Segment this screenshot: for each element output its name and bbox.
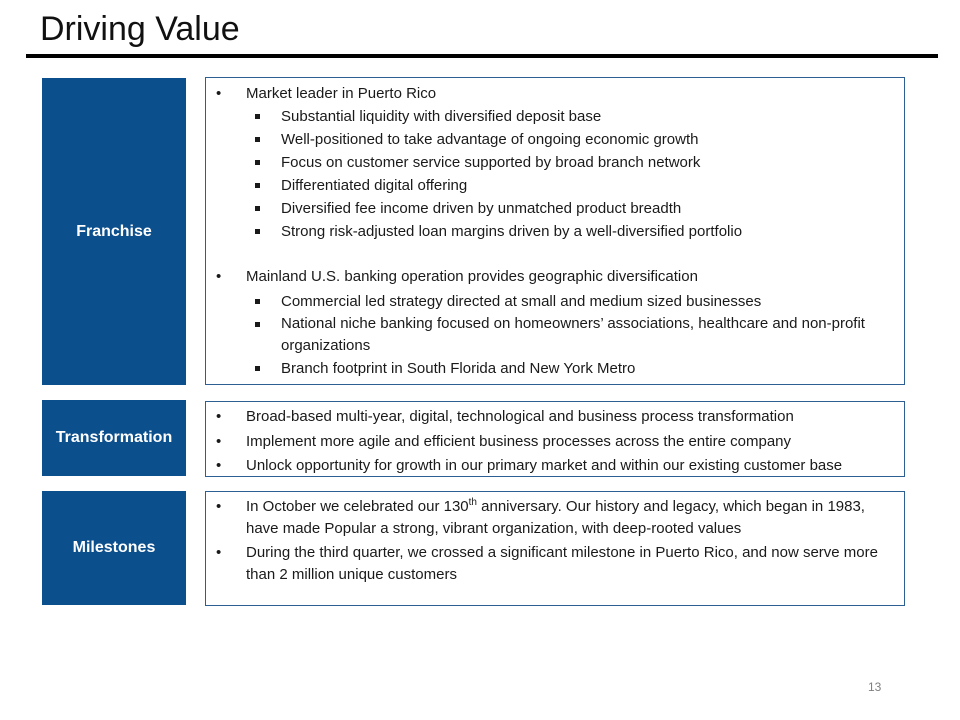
- list-item: [206, 84, 904, 104]
- square-bullet-icon: [255, 160, 260, 165]
- ordinal-superscript: th: [468, 497, 477, 508]
- bullet-text: Differentiated digital offering: [281, 177, 468, 194]
- list-item: [206, 151, 904, 174]
- list-item: [206, 430, 904, 455]
- list-item: [206, 496, 904, 540]
- bullet-text: During the third quarter, we crossed a significant milestone in Puerto Rico, and now serve more than 2 million unique customers: [246, 544, 878, 583]
- bullet-dot-icon: •: [216, 268, 222, 285]
- bullet-text: Well-positioned to take advantage of ongoing economic growth: [281, 131, 699, 148]
- square-bullet-icon: [255, 299, 260, 304]
- list-item: [206, 105, 904, 128]
- franchise-content-box: [205, 77, 905, 385]
- list-item: [206, 174, 904, 197]
- square-bullet-icon: [255, 183, 260, 188]
- bullet-text: Strong risk-adjusted loan margins driven by a well-diversified portfolio: [281, 223, 743, 240]
- transformation-content-box: [205, 401, 905, 477]
- milestones-label: Milestones: [72, 539, 156, 556]
- list-item: [206, 128, 904, 151]
- list-item: [206, 454, 904, 479]
- slide-title: Driving Value: [40, 10, 240, 48]
- title-divider: [26, 54, 938, 58]
- spacer: [206, 243, 904, 267]
- list-item: [206, 405, 904, 430]
- transformation-label-box: [42, 400, 186, 476]
- page-number: 13: [868, 680, 882, 694]
- bullet-text: Unlock opportunity for growth in our primary market and within our existing customer base: [246, 457, 843, 474]
- bullet-dot-icon: •: [216, 85, 222, 102]
- list-item: [206, 267, 904, 287]
- bullet-text: National niche banking focused on homeowners’ associations, healthcare and non-profit organizations: [281, 315, 865, 354]
- milestones-bullet-list: [206, 496, 904, 586]
- list-item: [206, 290, 904, 313]
- milestones-label-box: [42, 491, 186, 605]
- bullet-dot-icon: •: [216, 432, 222, 450]
- transformation-bullet-list: [206, 405, 904, 479]
- list-item: [206, 220, 904, 243]
- bullet-text: Implement more agile and efficient business processes across the entire company: [246, 432, 792, 450]
- franchise-label: Franchise: [76, 222, 152, 240]
- list-item: [206, 197, 904, 220]
- bullet-text: Substantial liquidity with diversified deposit base: [281, 108, 602, 125]
- list-item: [206, 542, 904, 586]
- bullet-dot-icon: •: [216, 408, 222, 425]
- square-bullet-icon: [255, 322, 260, 327]
- bullet-text-part: In October we celebrated our 130: [246, 498, 469, 515]
- square-bullet-icon: [255, 366, 260, 371]
- list-item: [206, 313, 904, 357]
- franchise-label-box: [42, 78, 186, 385]
- bullet-text: Broad-based multi-year, digital, technological and business process transformation: [246, 408, 794, 425]
- bullet-text-part: anniversary. Our history and legacy, which began in 1983, have made Popular a strong, vibrant organization, with deep-rooted values: [246, 498, 865, 537]
- bullet-text: Focus on customer service supported by broad branch network: [281, 154, 701, 171]
- transformation-label: Transformation: [55, 429, 173, 446]
- bullet-dot-icon: •: [216, 498, 222, 515]
- bullet-heading: Mainland U.S. banking operation provides geographic diversification: [246, 268, 698, 285]
- square-bullet-icon: [255, 206, 260, 211]
- list-item: [206, 357, 904, 380]
- bullet-text: Commercial led strategy directed at small and medium sized businesses: [281, 293, 762, 310]
- bullet-dot-icon: •: [216, 544, 222, 561]
- milestones-content-box: [205, 491, 905, 606]
- bullet-text: Branch footprint in South Florida and New York Metro: [281, 360, 636, 377]
- bullet-heading: Market leader in Puerto Rico: [246, 85, 437, 102]
- square-bullet-icon: [255, 229, 260, 234]
- square-bullet-icon: [255, 114, 260, 119]
- bullet-text: Diversified fee income driven by unmatched product breadth: [281, 200, 682, 217]
- franchise-bullet-list: [206, 84, 904, 380]
- square-bullet-icon: [255, 137, 260, 142]
- bullet-dot-icon: •: [216, 457, 222, 474]
